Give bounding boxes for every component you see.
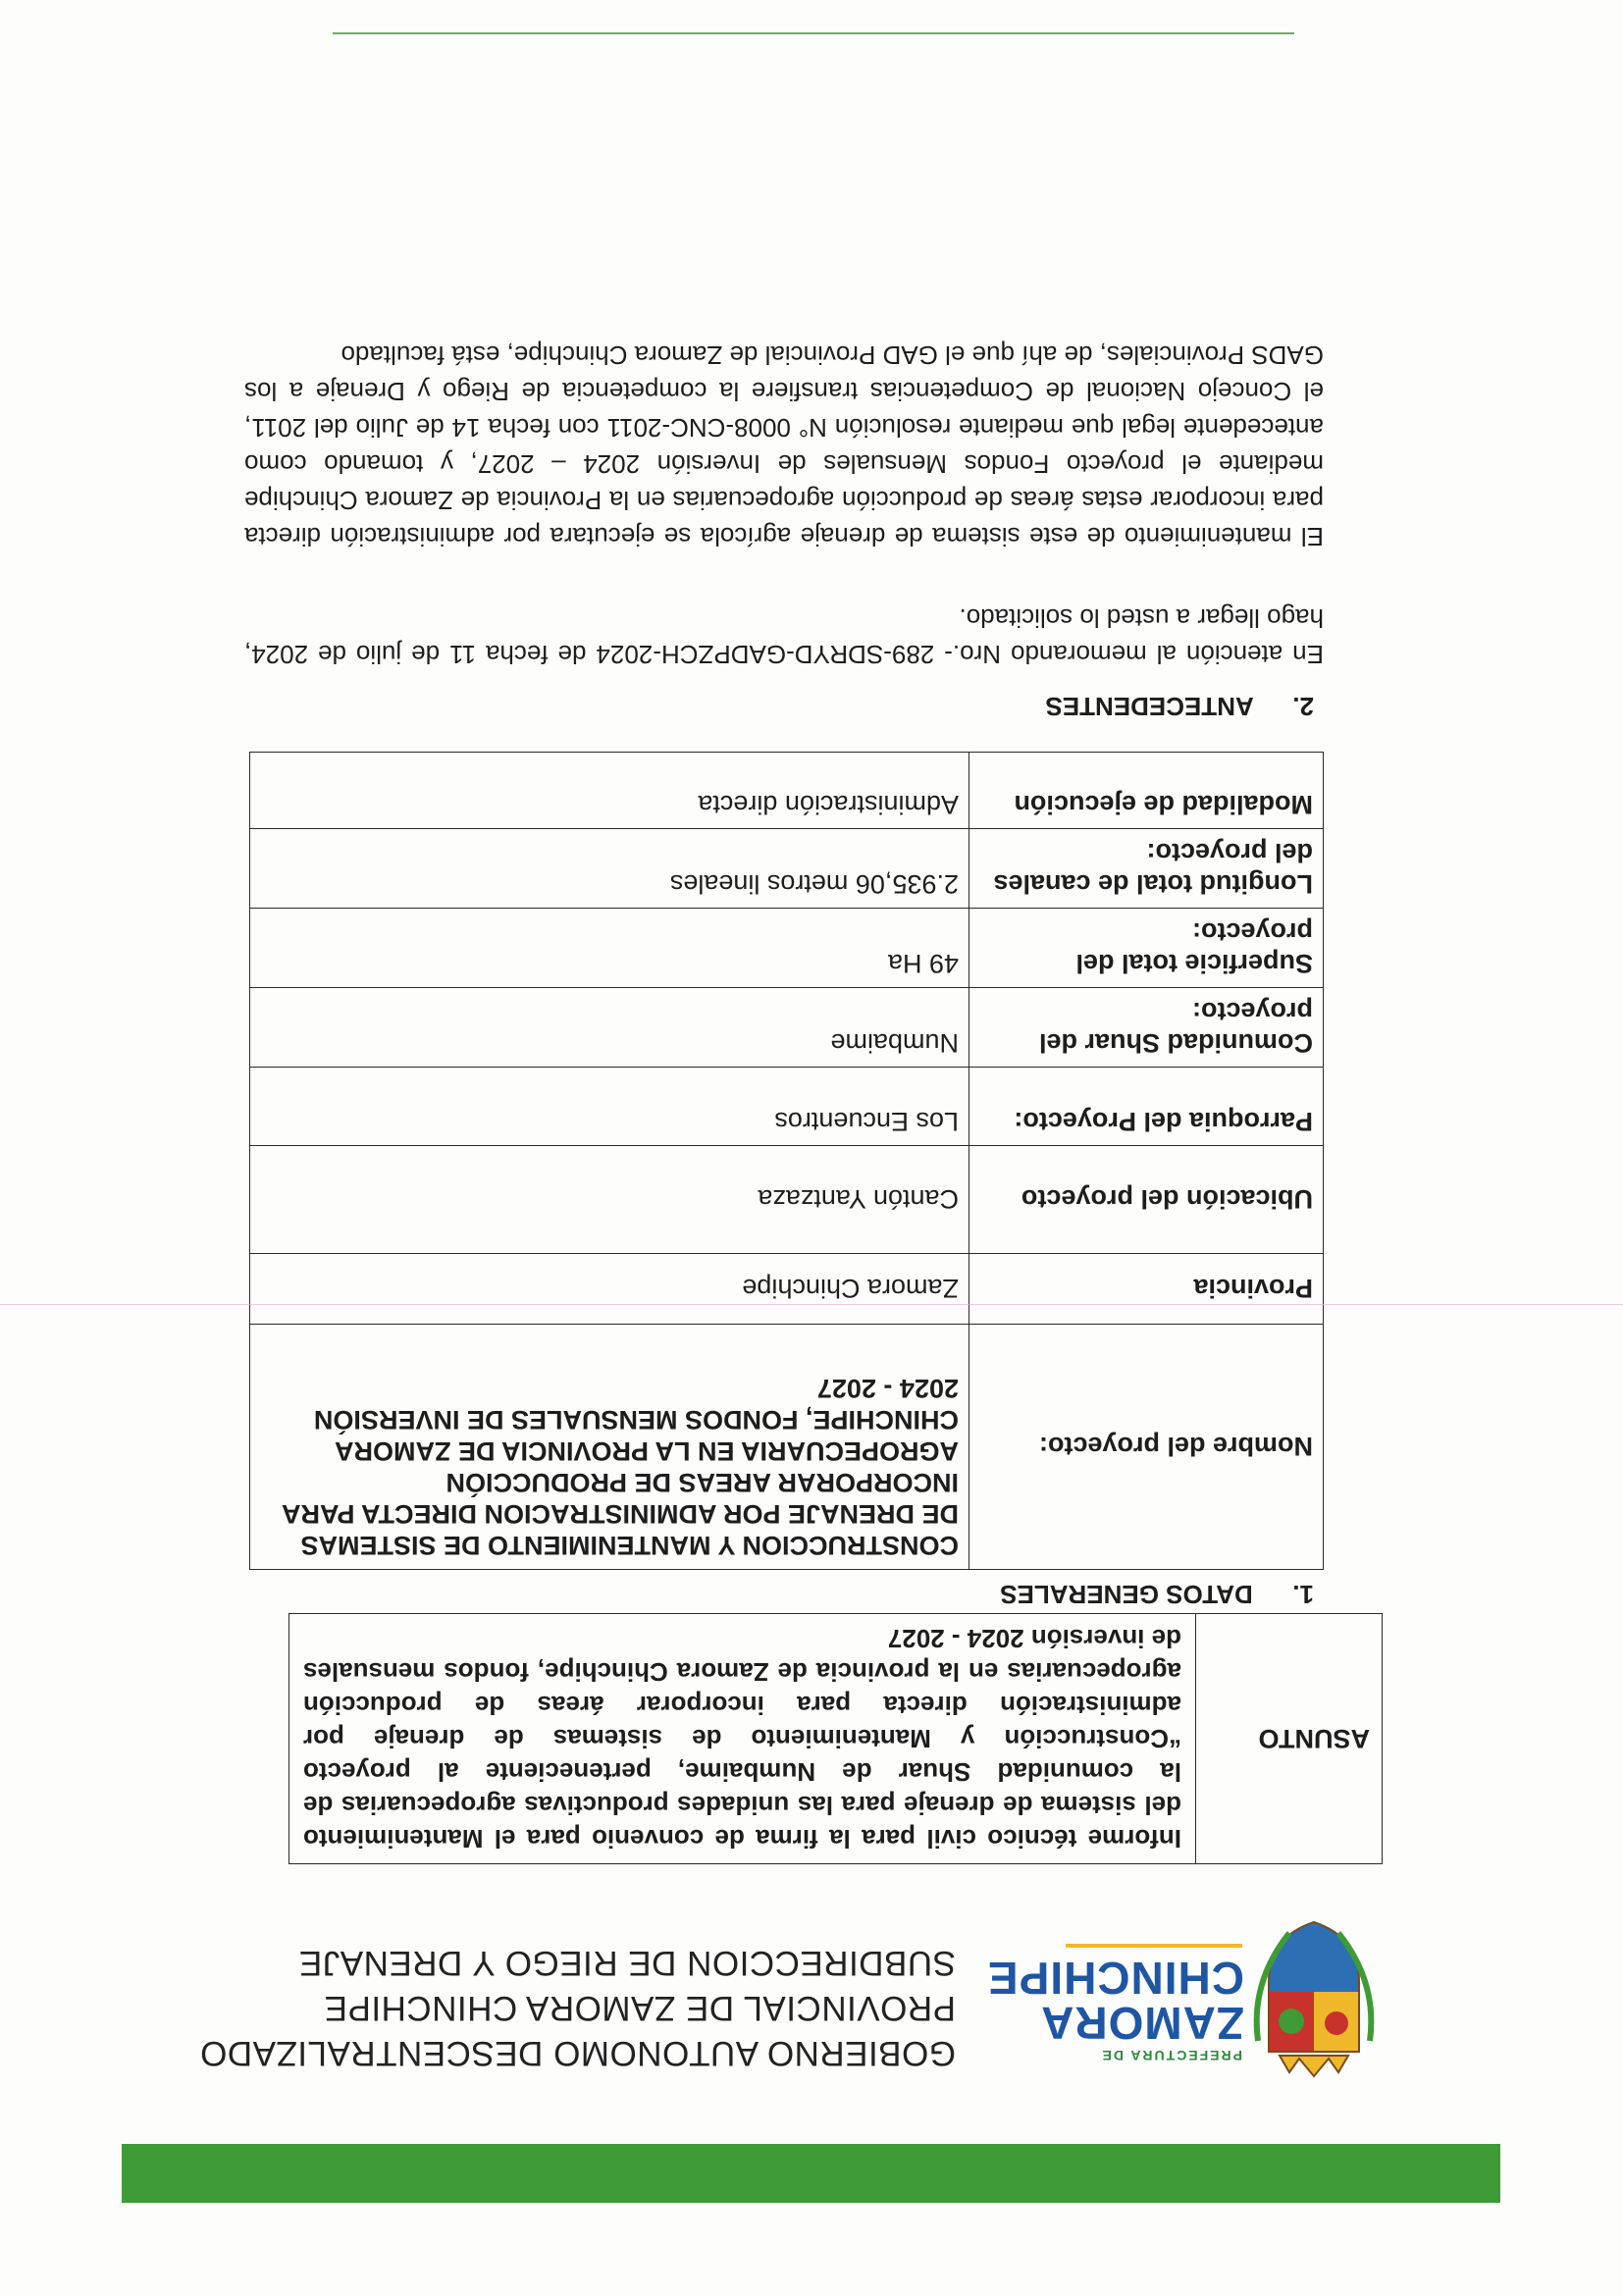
datos-label: Ubicación del proyecto <box>969 1146 1324 1254</box>
datos-label: Nombre del proyecto: <box>969 1325 1324 1570</box>
datos-label: Longitud total de canales del proyecto: <box>969 829 1324 909</box>
header-green-bar <box>122 2144 1500 2203</box>
institution-line: SUBDIRECCION DE RIEGO Y DRENAJE <box>298 1944 956 1982</box>
institution-line: PROVINCIAL DE ZAMORA CHINCHIPE <box>324 1989 956 2027</box>
logo-word-chinchipe: CHINCHIPE <box>986 1953 1244 2004</box>
logo-underline <box>1066 1944 1242 1948</box>
datos-label: Comunidad Shuar del proyecto: <box>969 988 1324 1068</box>
datos-label: Parroquia del Proyecto: <box>969 1068 1324 1146</box>
datos-value: Cantón Yantzaza <box>250 1146 969 1254</box>
coat-of-arms-icon <box>1250 1918 1378 2080</box>
datos-generales-table <box>249 752 1324 1570</box>
institution-line: GOBIERNO AUTONOMO DESCENTRALIZADO <box>199 2034 956 2072</box>
datos-value: Zamora Chinchipe <box>250 1254 969 1325</box>
section-heading <box>1000 1579 1314 1609</box>
datos-value: Numbaime <box>250 988 969 1068</box>
asunto-table <box>288 1613 1383 1864</box>
logo-word-zamora: ZAMORA <box>1040 1998 1244 2049</box>
section-heading <box>1045 691 1314 721</box>
datos-label: Superficie total del proyecto: <box>969 909 1324 988</box>
datos-label: Modalidad de ejecución <box>969 753 1324 829</box>
datos-value: Administración directa <box>250 753 969 829</box>
logo-subtitle: PREFECTURA DE <box>1100 2048 1242 2063</box>
asunto-label: ASUNTO <box>1196 1614 1383 1864</box>
datos-label: Provincia <box>969 1254 1324 1325</box>
scan-artifact-line <box>0 1304 1623 1305</box>
datos-value: Los Encuentros <box>250 1068 969 1146</box>
section-number: 1. <box>1292 1580 1314 1609</box>
footer-line <box>333 32 1294 34</box>
section-number: 2. <box>1292 692 1314 721</box>
antecedentes-paragraph: En atención al memorando Nro.- 289-SDRYD-GADPZCH-2024 de fecha 11 de julio de 2024, hago llegar a usted lo solicitado. <box>244 603 1324 669</box>
institution-name <box>190 1940 956 2075</box>
section-title: ANTECEDENTES <box>1045 692 1254 721</box>
asunto-text: Informe técnico civil para la firma de convenio para el Mantenimiento del sistema de drenaje para las unidades productivas agropecuarias de la comunidad Shuar de Numbaime, perteneciente al proyecto “Construcción y Mantenimiento de sistemas de drenaje por administración directa para incorporar áreas de producción agropecuarias en la provincia de Zamora Chinchipe, fondos mensuales de inversión 2024 - 2027 <box>289 1614 1196 1864</box>
datos-value: CONSTRUCCION Y MANTENIMIENTO DE SISTEMAS DE DRENAJE POR ADMINISTRACION DIRECTA PARA INCORPORAR AREAS DE PRODUCCIÓN AGROPECUARIA EN LA PROVINCIA DE ZAMORA CHINCHIPE, FONDOS MENSUALES DE INVERSIÓN 2024 - 2027 <box>250 1325 969 1570</box>
section-title: DATOS GENERALES <box>1000 1580 1253 1609</box>
datos-value: 2.935,06 metros lineales <box>250 829 969 909</box>
prefectura-logo <box>986 1908 1378 2085</box>
datos-value: 49 Ha <box>250 909 969 988</box>
antecedentes-paragraph: El mantenimiento de este sistema de drenaje agrícola se ejecutara por administración directa para incorporar estas áreas de producción agropecuarias en la Provincia de Zamora Chinchipe mediante el proyecto Fondos Mensuales de Inversión 2024 – 2027, y tomando como antecedente legal que mediante resolución N° 0008-CNC-2011 con fecha 14 de Julio del 2011, el Concejo Nacional de Competencias transfiere la competencia de Riego y Drenaje a los GADS Provinciales, de ahí que el GAD Provincial de Zamora Chinchipe, está facultado <box>244 340 1324 551</box>
